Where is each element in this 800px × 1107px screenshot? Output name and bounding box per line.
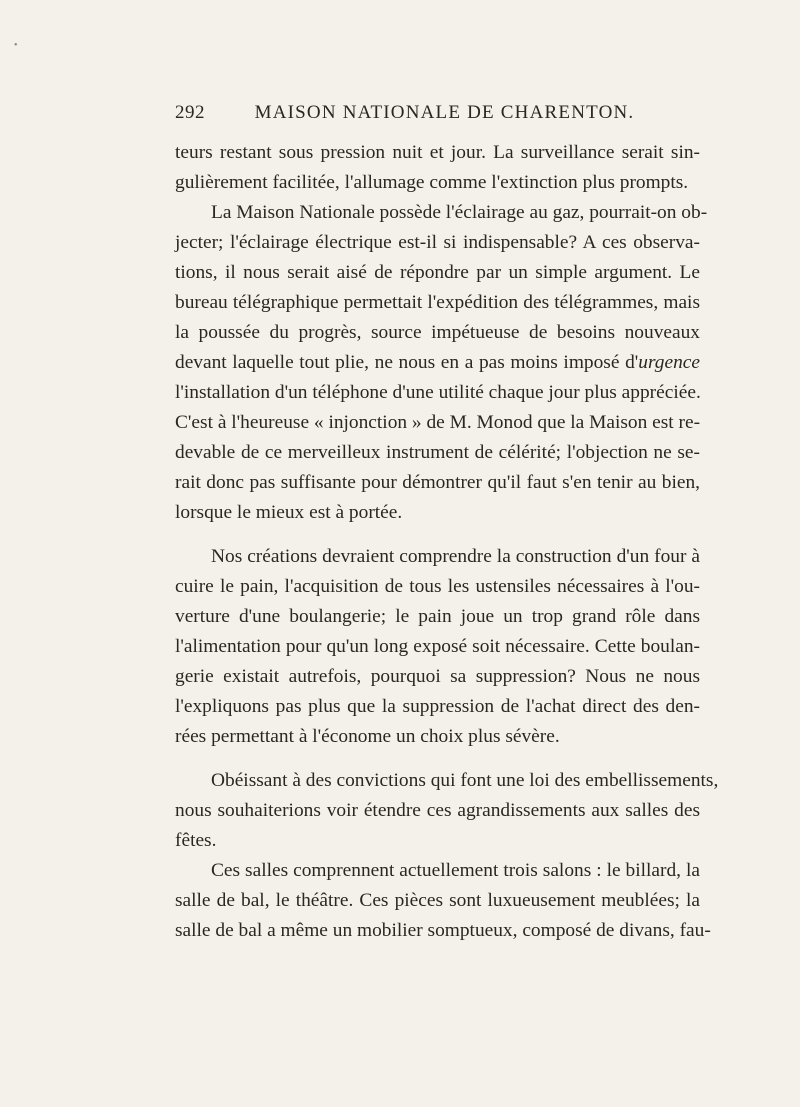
text-line: Ces salles comprennent actuellement trois salons : le billard, la	[211, 860, 700, 881]
text-line: bureau télégraphique permettait l'expédition des télégrammes, mais	[175, 292, 700, 313]
text-line: salle de bal, le théâtre. Ces pièces sont luxueusement meublées; la	[175, 890, 700, 911]
text-line: lorsque le mieux est à portée.	[175, 502, 403, 523]
text-line: l'installation d'un téléphone d'une utilité chaque jour plus appréciée.	[175, 382, 701, 403]
page-header	[175, 102, 700, 130]
emphasis-word: urgence	[638, 352, 700, 373]
text-line: verture d'une boulangerie; le pain joue un trop grand rôle dans	[175, 606, 700, 627]
text-line: C'est à l'heureuse « injonction » de M. Monod que la Maison est re-	[175, 412, 701, 433]
text-line: rées permettant à l'économe un choix plus sévère.	[175, 726, 560, 747]
text-span: devant laquelle tout plie, ne nous en a pas moins imposé d'	[175, 352, 639, 373]
text-line: cuire le pain, l'acquisition de tous les ustensiles nécessaires à l'ou-	[175, 576, 700, 597]
text-line: La Maison Nationale possède l'éclairage au gaz, pourrait-on ob-	[211, 202, 708, 223]
text-line: la poussée du progrès, source impétueuse de besoins nouveaux	[175, 322, 700, 343]
margin-mark: •	[14, 40, 18, 51]
page-number: 292	[175, 102, 205, 123]
text-line: teurs restant sous pression nuit et jour. La surveillance serait sin-	[175, 142, 700, 163]
text-line: fêtes.	[175, 830, 217, 851]
text-line: tions, il nous serait aisé de répondre par un simple argument. Le	[175, 262, 700, 283]
text-line: rait donc pas suffisante pour démontrer qu'il faut s'en tenir au bien,	[175, 472, 700, 493]
text-line: l'expliquons pas plus que la suppression de l'achat direct des den-	[175, 696, 700, 717]
text-line: salle de bal a même un mobilier somptueux, composé de divans, fau-	[175, 920, 711, 941]
text-line: jecter; l'éclairage électrique est-il si indispensable? A ces observa-	[175, 232, 700, 253]
text-line: nous souhaiterions voir étendre ces agrandissements aux salles des	[175, 800, 700, 821]
text-line: Obéissant à des convictions qui font une loi des embellissements,	[211, 770, 719, 791]
running-title: MAISON NATIONALE DE CHARENTON.	[254, 102, 635, 123]
text-line: Nos créations devraient comprendre la construction d'un four à	[211, 546, 700, 567]
text-line: gulièrement facilitée, l'allumage comme l'extinction plus prompts.	[175, 172, 689, 193]
text-line: l'alimentation pour qu'un long exposé soit nécessaire. Cette boulan-	[175, 636, 700, 657]
text-line: devable de ce merveilleux instrument de célérité; l'objection ne se-	[175, 442, 700, 463]
text-line: gerie existait autrefois, pourquoi sa suppression? Nous ne nous	[175, 666, 700, 687]
text-line-with-emphasis	[175, 352, 700, 382]
